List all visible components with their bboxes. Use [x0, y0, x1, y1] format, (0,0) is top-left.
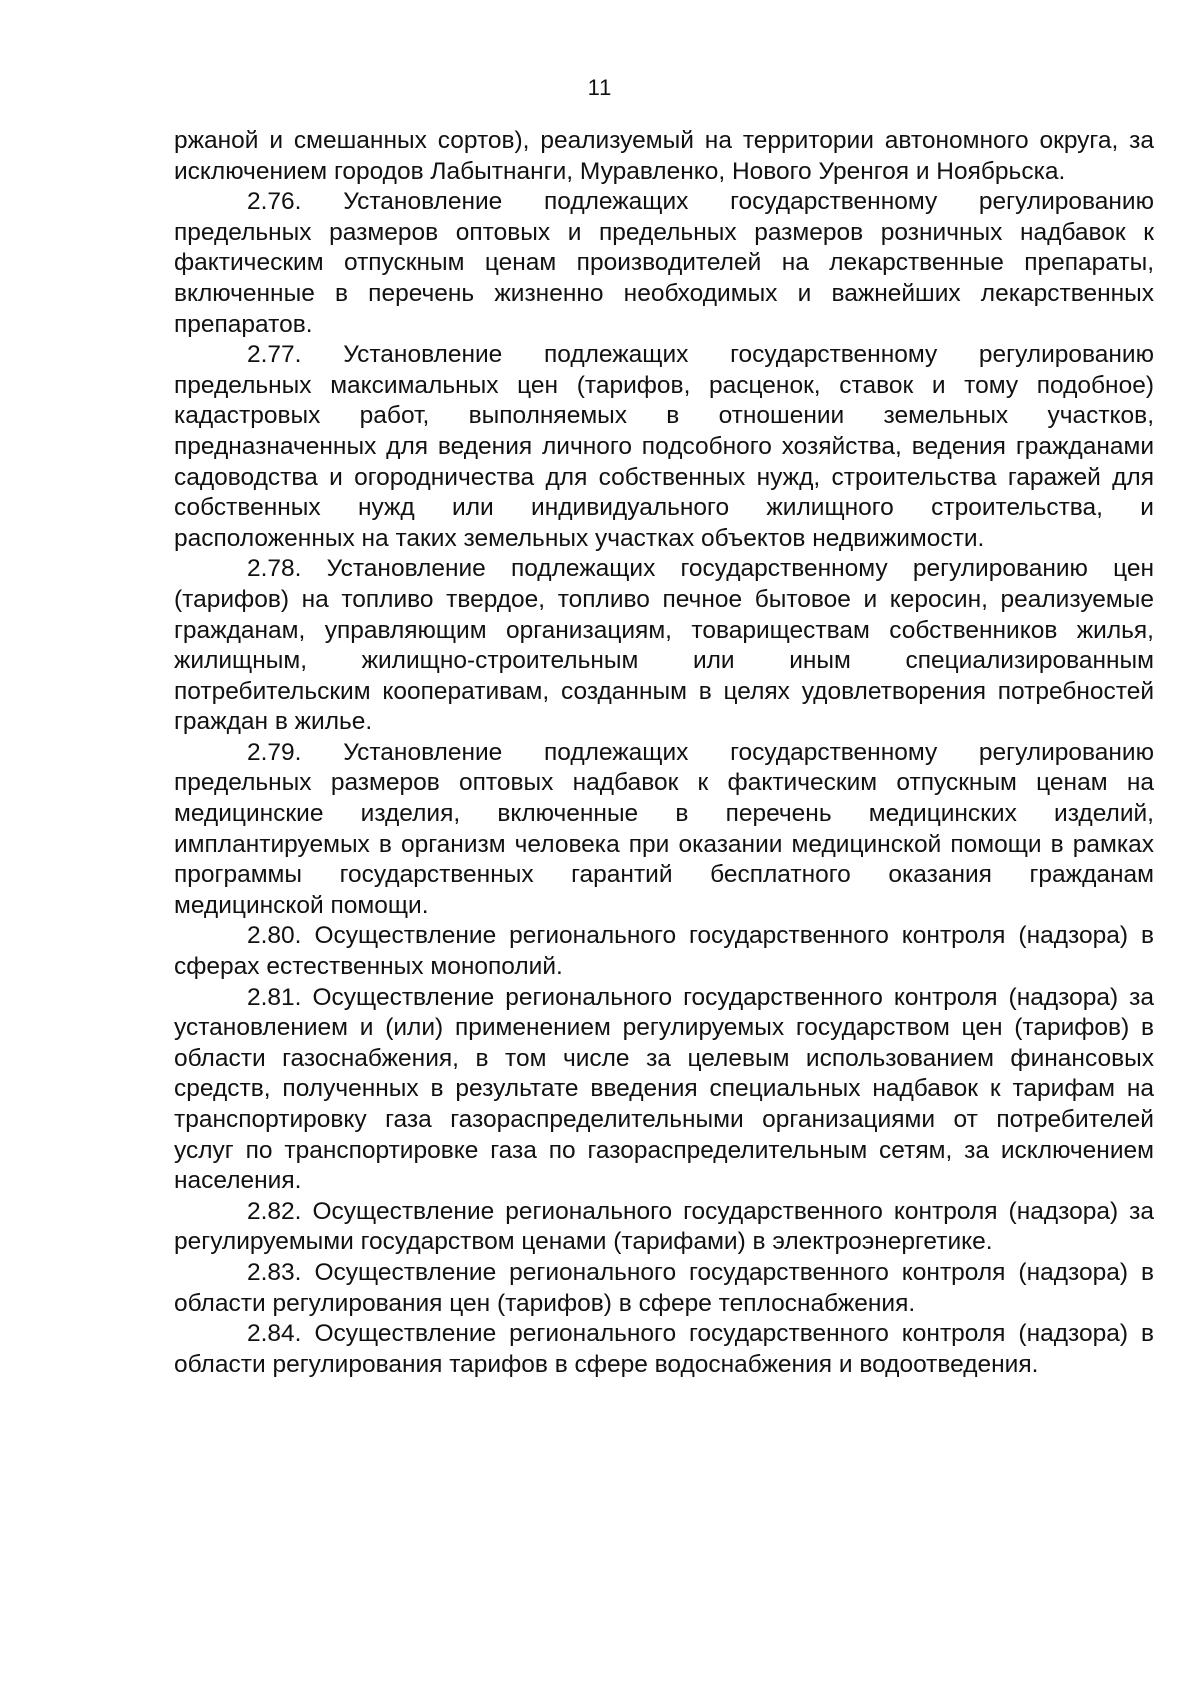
paragraph-text: Установление подлежащих государственному регулированию предельных максимальных цен (тарифов, расценок, ставок и тому подобное) кадастровых работ, выполняемых в отношении земельных участков, предназначенных для ведения личного подсобного хозяйства, ведения гражданами садоводства и огородничества для собственных нужд, строительства гаражей для собственных нужд или индивидуального жилищного строительства, и расположенных на таких земельных участках объектов недвижимости.	[174, 341, 1154, 552]
paragraph-text: Осуществление регионального государственного контроля (надзора) в области регулирования цен (тарифов) в сфере теплоснабжения.	[174, 1258, 1154, 1317]
paragraph-text: Установление подлежащих государственному регулированию цен (тарифов) на топливо твердое, топливо печное бытовое и керосин, реализуемые гражданам, управляющим организациям, товариществам собственников жилья, жилищным, жилищно-строительным или иным специализированным потребительским кооперативам, созданным в целях удовлетворения потребностей граждан в жилье.	[174, 555, 1154, 736]
paragraph-text: Осуществление регионального государственного контроля (надзора) в области регулирования тарифов в сфере водоснабжения и водоотведения.	[174, 1320, 1154, 1378]
clause-number: 2.77.	[247, 341, 302, 369]
clause-number: 2.76.	[247, 188, 302, 216]
paragraph-text: Установление подлежащих государственному регулированию предельных размеров оптовых и предельных размеров розничных надбавок к фактическим отпускным ценам производителей на лекарственные препараты, включенные в перечень жизненно необходимых и важнейших лекарственных препаратов.	[174, 188, 1154, 338]
paragraph-2-83	[174, 1258, 1154, 1319]
clause-number: 2.83.	[247, 1258, 302, 1286]
paragraph-2-79	[174, 738, 1154, 922]
clause-number: 2.80.	[247, 922, 302, 950]
document-body	[174, 126, 1154, 1380]
paragraph-2-81	[174, 983, 1154, 1197]
clause-number: 2.84.	[247, 1320, 302, 1348]
paragraph-text: Осуществление регионального государственного контроля (надзора) за установлением и (или) применением регулируемых государством цен (тарифов) в области газоснабжения, в том числе за целевым использованием финансовых средств, полученных в результате введения специальных надбавок к тарифам на транспортировку газа газораспределительными организациями от потребителей услуг по транспортировке газа по газораспределительным сетям, за исключением населения.	[174, 983, 1154, 1195]
clause-number: 2.82.	[247, 1197, 302, 1225]
paragraph-text: Осуществление регионального государственного контроля (надзора) в сферах естественных монополий.	[174, 922, 1154, 981]
clause-number: 2.79.	[247, 738, 302, 766]
paragraph-text: ржаной и смешанных сортов), реализуемый на территории автономного округа, за исключением городов Лабытнанги, Муравленко, Нового Уренгоя и Ноябрьска.	[174, 127, 1154, 185]
page-number: 11	[587, 75, 613, 100]
paragraph-text: Осуществление регионального государственного контроля (надзора) за регулируемыми государством ценами (тарифами) в электроэнергетике.	[174, 1197, 1154, 1256]
paragraph-text: Установление подлежащих государственному регулированию предельных размеров оптовых надбавок к фактическим отпускным ценам на медицинские изделия, включенные в перечень медицинских изделий, имплантируемых в организм человека при оказании медицинской помощи в рамках программы государственных гарантий бесплатного оказания гражданам медицинской помощи.	[174, 738, 1154, 919]
paragraph-continuation	[174, 126, 1154, 187]
clause-number: 2.81.	[247, 983, 302, 1011]
paragraph-2-77	[174, 340, 1154, 554]
paragraph-2-82	[174, 1197, 1154, 1258]
paragraph-2-84	[174, 1319, 1154, 1380]
paragraph-2-78	[174, 554, 1154, 738]
paragraph-2-76	[174, 187, 1154, 340]
paragraph-2-80	[174, 921, 1154, 982]
clause-number: 2.78.	[247, 555, 302, 583]
